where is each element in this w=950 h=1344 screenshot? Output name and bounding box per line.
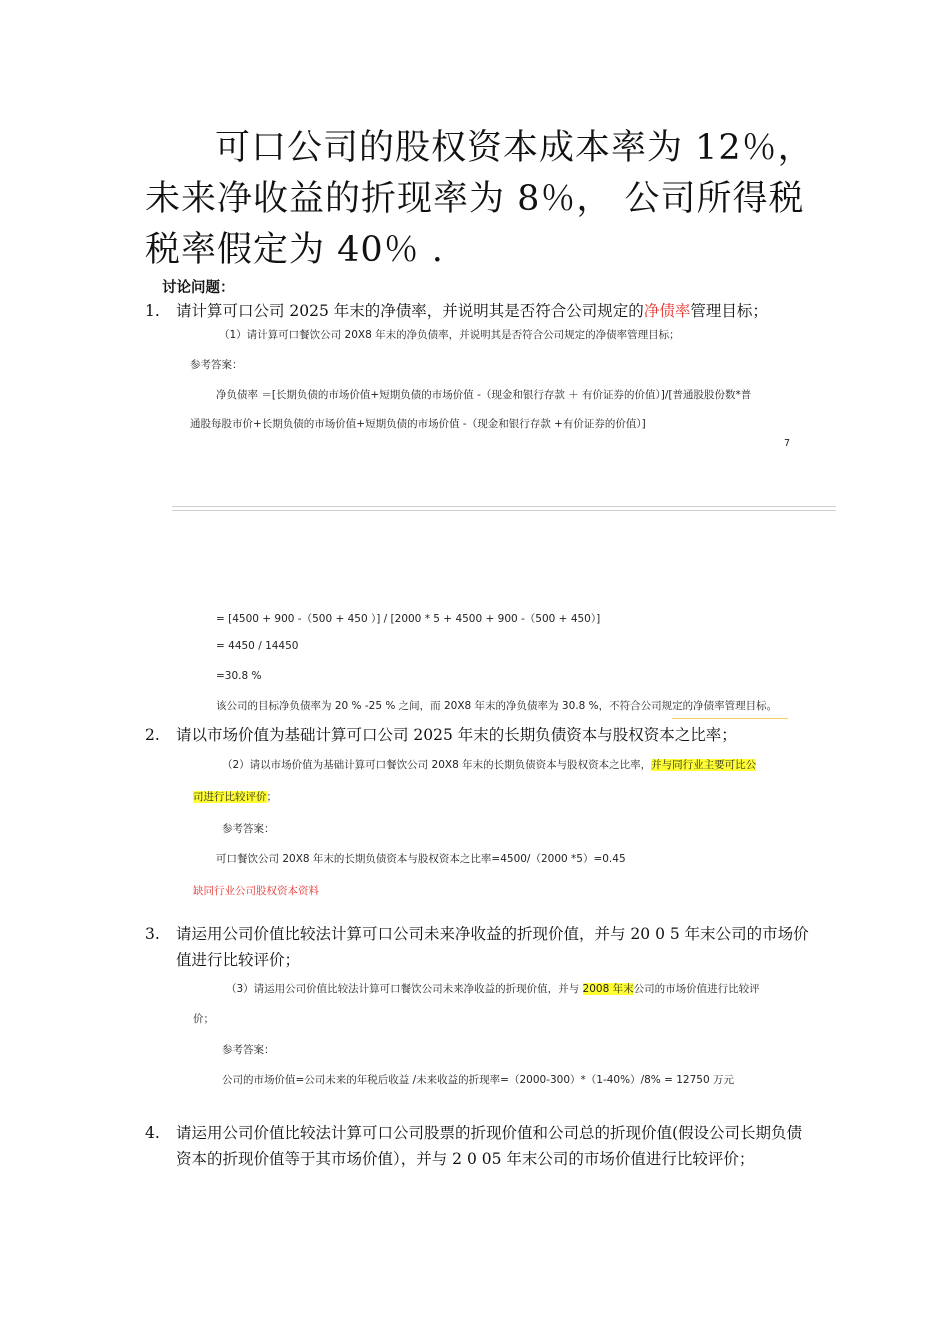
q1-answer-label: 参考答案： <box>190 359 243 371</box>
page-divider-top <box>172 506 836 507</box>
q3-answer-label: 参考答案： <box>222 1044 275 1056</box>
q1-conclusion-underline <box>672 718 788 719</box>
page-divider-bottom <box>172 510 836 511</box>
question-4-text: 请运用公司价值比较法计算可口公司股票的折现价值和公司总的折现价值(假设公司长期负债资本的折现价值等于其市场价值），并与 2 0 05 年末公司的市场价值进行比较评价； <box>176 1124 803 1168</box>
question-1-number: 1. <box>145 302 160 320</box>
question-1-text-before: 请计算可口公司 2025 年末的净债率，并说明其是否符合公司规定的 <box>176 302 644 320</box>
question-2-number: 2. <box>145 726 160 744</box>
q3-calc: 公司的市场价值=公司未来的年税后收益 /未来收益的折现率=（2000-300）*（1-40%）/8% = 12750 万元 <box>222 1074 734 1086</box>
q3-image-title-highlight: 2008 年末 <box>582 983 634 995</box>
q1-calc-line-3: =30.8 % <box>216 670 262 682</box>
q2-note: 缺同行业公司股权资本资料 <box>193 885 319 897</box>
q2-image-title <box>222 757 756 772</box>
question-3-text: 请运用公司价值比较法计算可口公司未来净收益的折现价值，并与 20 0 5 年末公司的市场价值进行比较评价； <box>176 925 809 969</box>
question-4-number: 4. <box>145 1124 160 1142</box>
question-2-text: 请以市场价值为基础计算可口公司 2025 年末的长期负债资本与股权资本之比率； <box>176 726 737 744</box>
q1-image-title: （1）请计算可口餐饮公司 20X8 年末的净负债率，并说明其是否符合公司规定的净债率管理目标； <box>219 329 680 341</box>
q2-image-title-plain: （2）请以市场价值为基础计算可口餐饮公司 20X8 年末的长期负债资本与股权资本之比率， <box>222 759 652 771</box>
question-1-text-red: 净债率 <box>643 302 691 320</box>
q2-answer-label: 参考答案： <box>222 823 275 835</box>
q3-image-title-line-2: 价； <box>193 1013 214 1025</box>
question-4 <box>0 1120 950 1198</box>
q1-formula-line-1: 净负债率 ＝[长期负债的市场价值+短期负债的市场价值 -（现金和银行存款 ＋ 有价证券的价值）]/[普通股股份数*普 <box>216 389 752 401</box>
q3-image-title <box>226 981 760 996</box>
q2-image-title-end: ； <box>266 791 277 803</box>
q3-image-title-end: 公司的市场价值进行比较评 <box>633 983 760 995</box>
q2-calc: 可口餐饮公司 20X8 年末的长期负债资本与股权资本之比率=4500/（2000 *5）=0.45 <box>216 853 626 865</box>
q1-formula-line-2: 通股每股市价+长期负债的市场价值+短期负债的市场价值 -（现金和银行存款 +有价证券的价值）] <box>190 418 646 430</box>
q1-calc-line-2: = 4450 / 14450 <box>216 640 299 652</box>
intro-line-2: 未来净收益的折现率为 8％， 公司所得税 <box>145 179 805 219</box>
question-1-text-after: 管理目标； <box>690 302 768 320</box>
q3-image-title-plain: （3）请运用公司价值比较法计算可口餐饮公司未来净收益的折现价值，并与 <box>226 983 583 995</box>
intro-line-1: 可口公司的股权资本成本率为 12％， <box>215 128 814 168</box>
question-3 <box>0 921 950 973</box>
q2-image-title-line-2 <box>193 789 277 804</box>
question-3-number: 3. <box>145 925 160 943</box>
intro-line-3: 税率假定为 40％ . <box>145 230 444 270</box>
page-number: 7 <box>784 438 791 449</box>
question-1-text <box>176 298 816 324</box>
q2-image-title-highlight-1: 并与同行业主要可比公 <box>651 759 757 771</box>
q2-image-title-highlight-2: 司进行比较评价 <box>193 791 267 803</box>
q1-conclusion: 该公司的目标净负债率为 20 % -25 % 之间，而 20X8 年末的净负债率为 30.8 %，不符合公司规定的净债率管理目标。 <box>216 700 778 712</box>
q1-calc-line-1: = [4500 + 900 -（500 + 450 ）] / [2000 * 5 + 4500 + 900 -（500 + 450）] <box>216 613 601 625</box>
discussion-heading: 讨论问题： <box>162 279 235 296</box>
